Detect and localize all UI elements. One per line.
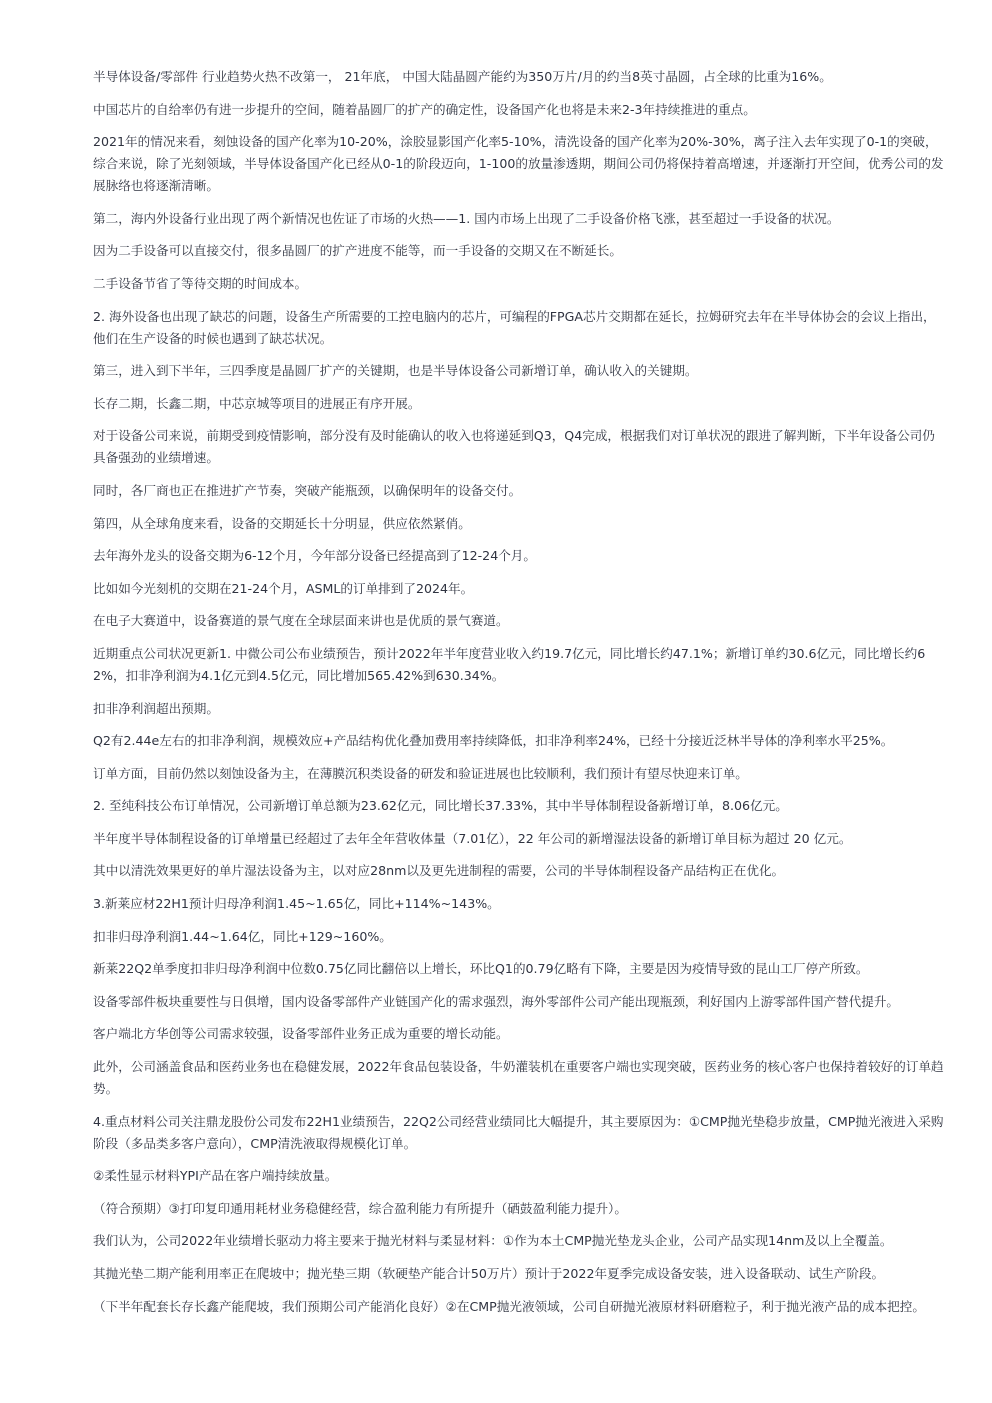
paragraph-18: Q2有2.44e左右的扣非净利润，规模效应+产品结构优化叠加费用率持续降低，扣非净利率24%，已经十分接近泛林半导体的净利率水平25%。 bbox=[93, 733, 894, 749]
paragraph-10: 对于设备公司来说，前期受到疫情影响，部分没有及时能确认的收入也将递延到Q3，Q4完成，根据我们对订单状况的跟进了解判断，下半年设备公司仍具备强劲的业绩增速。 bbox=[93, 428, 935, 466]
paragraph-26: 设备零部件板块重要性与日俱增，国内设备零部件产业链国产化的需求强烈，海外零部件公司产能出现瓶颈，利好国内上游零部件国产替代提升。 bbox=[93, 993, 899, 1009]
paragraph-12: 第四，从全球角度来看，设备的交期延长十分明显，供应依然紧俏。 bbox=[93, 515, 471, 531]
paragraph-17: 扣非净利润超出预期。 bbox=[93, 700, 219, 716]
paragraph-27: 客户端北方华创等公司需求较强，设备零部件业务正成为重要的增长动能。 bbox=[93, 1026, 509, 1042]
paragraph-16: 近期重点公司状况更新1. 中微公司公布业绩预告，预计2022年半年度营业收入约19.7亿元，同比增长约47.1%；新增订单约30.6亿元，同比增长约62%，扣非净利润为4.1亿元到4.5亿元，同比增加565.42%到630.34%。 bbox=[93, 645, 926, 683]
paragraph-21: 半年度半导体制程设备的订单增量已经超过了去年全年营收体量（7.01亿），22 年公司的新增湿法设备的新增订单目标为超过 20 亿元。 bbox=[93, 830, 852, 846]
paragraph-6: 二手设备节省了等待交期的时间成本。 bbox=[93, 275, 308, 291]
paragraph-29: 4.重点材料公司关注鼎龙股份公司发布22H1业绩预告，22Q2公司经营业绩同比大幅提升，其主要原因为：①CMP抛光垫稳步放量，CMP抛光液进入采购阶段（多品类多客户意向），CMP清洗液取得规模化订单。 bbox=[93, 1113, 944, 1151]
paragraph-19: 订单方面，目前仍然以刻蚀设备为主，在薄膜沉积类设备的研发和验证进展也比较顺利，我们预计有望尽快迎来订单。 bbox=[93, 765, 748, 781]
document-body bbox=[93, 66, 945, 1328]
paragraph-13: 去年海外龙头的设备交期为6-12个月，今年部分设备已经提高到了12-24个月。 bbox=[93, 548, 536, 564]
paragraph-30: ②柔性显示材料YPI产品在客户端持续放量。 bbox=[93, 1168, 338, 1184]
paragraph-31: （符合预期）③打印复印通用耗材业务稳健经营，综合盈利能力有所提升（硒鼓盈利能力提升）。 bbox=[93, 1200, 627, 1216]
paragraph-2: 中国芯片的自给率仍有进一步提升的空间，随着晶圆厂的扩产的确定性，设备国产化也将是未来2-3年持续推进的重点。 bbox=[93, 101, 756, 117]
paragraph-4: 第二，海内外设备行业出现了两个新情况也佐证了市场的火热——1. 国内市场上出现了二手设备价格飞涨，甚至超过一手设备的状况。 bbox=[93, 210, 840, 226]
paragraph-22: 其中以清洗效果更好的单片湿法设备为主，以对应28nm以及更先进制程的需要，公司的半导体制程设备产品结构正在优化。 bbox=[93, 863, 785, 879]
paragraph-24: 扣非归母净利润1.44~1.64亿，同比+129~160%。 bbox=[93, 928, 392, 944]
paragraph-32: 我们认为，公司2022年业绩增长驱动力将主要来于抛光材料与柔显材料：①作为本土CMP抛光垫龙头企业，公司产品实现14nm及以上全覆盖。 bbox=[93, 1233, 893, 1249]
paragraph-15: 在电子大赛道中，设备赛道的景气度在全球层面来讲也是优质的景气赛道。 bbox=[93, 613, 509, 629]
paragraph-23: 3.新莱应材22H1预计归母净利润1.45~1.65亿，同比+114%~143%。 bbox=[93, 896, 500, 912]
paragraph-11: 同时，各厂商也正在推进扩产节奏，突破产能瓶颈，以确保明年的设备交付。 bbox=[93, 482, 522, 498]
paragraph-5: 因为二手设备可以直接交付，很多晶圆厂的扩产进度不能等，而一手设备的交期又在不断延长。 bbox=[93, 243, 622, 259]
paragraph-33: 其抛光垫二期产能利用率正在爬坡中；抛光垫三期（软硬垫产能合计50万片）预计于2022年夏季完成设备安装，进入设备联动、试生产阶段。 bbox=[93, 1266, 885, 1281]
paragraph-20: 2. 至纯科技公布订单情况，公司新增订单总额为23.62亿元，同比增长37.33%，其中半导体制程设备新增订单，8.06亿元。 bbox=[93, 798, 788, 814]
paragraph-14: 比如如今光刻机的交期在21-24个月，ASML的订单排到了2024年。 bbox=[93, 580, 474, 596]
paragraph-8: 第三，进入到下半年，三四季度是晶圆厂扩产的关键期，也是半导体设备公司新增订单，确认收入的关键期。 bbox=[93, 363, 698, 379]
paragraph-7: 2. 海外设备也出现了缺芯的问题，设备生产所需要的工控电脑内的芯片，可编程的FPGA芯片交期都在延长，拉姆研究去年在半导体协会的会议上指出，他们在生产设备的时候也遇到了缺芯状况。 bbox=[93, 308, 936, 346]
paragraph-34: （下半年配套长存长鑫产能爬坡，我们预期公司产能消化良好）②在CMP抛光液领域，公司自研抛光液原材料研磨粒子，利于抛光液产品的成本把控。 bbox=[93, 1298, 925, 1314]
paragraph-28: 此外，公司涵盖食品和医药业务也在稳健发展，2022年食品包装设备，牛奶灌装机在重要客户端也实现突破，医药业务的核心客户也保持着较好的订单趋势。 bbox=[93, 1059, 944, 1097]
paragraph-9: 长存二期，长鑫二期，中芯京城等项目的进展正有序开展。 bbox=[93, 395, 421, 411]
paragraph-25: 新莱22Q2单季度扣非归母净利润中位数0.75亿同比翻倍以上增长，环比Q1的0.79亿略有下降，主要是因为疫情导致的昆山工厂停产所致。 bbox=[93, 961, 869, 977]
paragraph-3: 2021年的情况来看，刻蚀设备的国产化率为10-20%，涂胶显影国产化率5-10%，清洗设备的国产化率为20%-30%，离子注入去年实现了0-1的突破，综合来说，除了光刻领域，半导体设备国产化已经从0-1的阶段迈向，1-100的放量渗透期，期间公司仍将保持着高增速，并逐渐打开空间，优秀公司的发展脉络也将逐渐清晰。 bbox=[93, 134, 944, 194]
paragraph-1: 半导体设备/零部件 行业趋势火热不改第一， 21年底， 中国大陆晶圆产能约为350万片/月的约当8英寸晶圆，占全球的比重为16%。 bbox=[93, 69, 832, 84]
